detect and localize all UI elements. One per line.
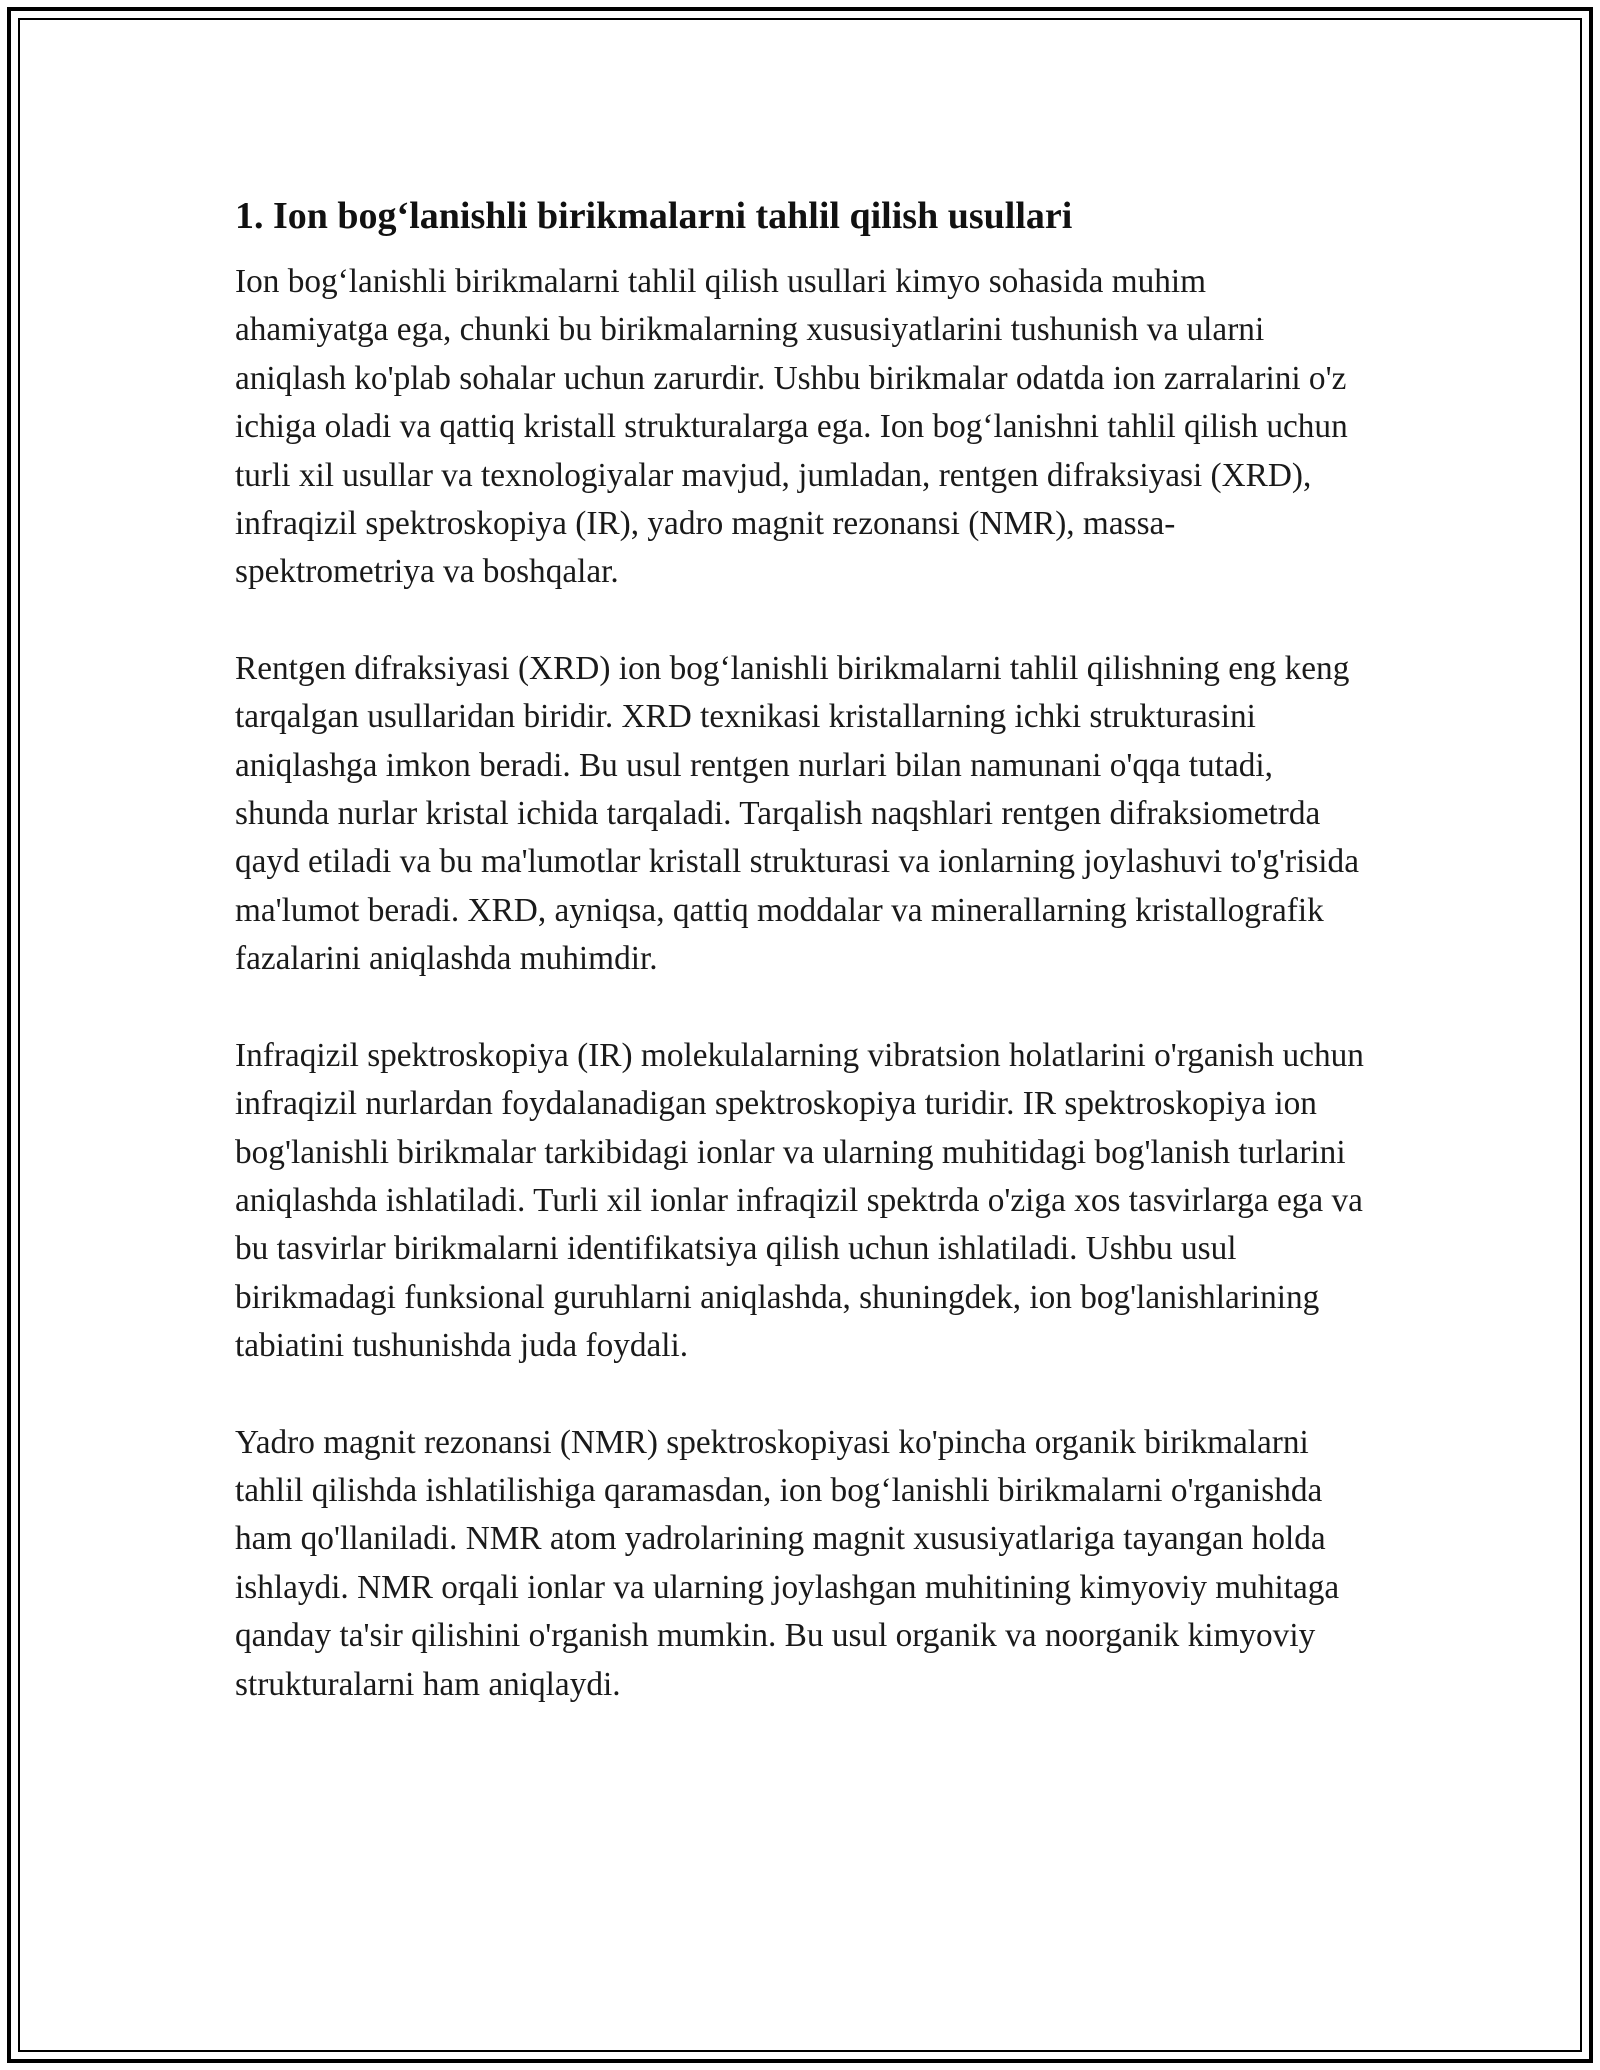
section-heading: 1. Ion bog‘lanishli birikmalarni tahlil qilish usullari	[235, 195, 1073, 237]
paragraph-ir: Infraqizil spektroskopiya (IR) molekulalarning vibratsion holatlarini o'rganish uchun infraqizil nurlardan foydalanadigan spektroskopiya turidir. IR spektroskopiya ion bog'lanishli birikmalar tarkibidagi ionlar va ularning muhitidagi bog'lanish turlarini aniqlashda ishlatiladi. Turli xil ionlar infraqizil spektrda o'ziga xos tasvirlarga ega va bu tasvirlar birikmalarni identifikatsiya qilish uchun ishlatiladi. Ushbu usul birikmadagi funksional guruhlarni aniqlashda, shuningdek, ion bog'lanishlarining tabiatini tushunishda juda foydali.	[235, 1036, 1364, 1365]
paragraph-nmr: Yadro magnit rezonansi (NMR) spektroskopiyasi ko'pincha organik birikmalarni tahlil qilishda ishlatilishiga qaramasdan, ion bog‘lanishli birikmalarni o'rganishda ham qo'llaniladi. NMR atom yadrolarining magnit xususiyatlariga tayangan holda ishlaydi. NMR orqali ionlar va ularning joylashgan muhitining kimyoviy muhitaga qanday ta'sir qilishini o'rganish mumkin. Bu usul organik va noorganik kimyoviy strukturalarni ham aniqlaydi.	[235, 1423, 1340, 1703]
paragraph-intro: Ion bog‘lanishli birikmalarni tahlil qilish usullari kimyo sohasida muhim ahamiyatga ega, chunki bu birikmalarning xususiyatlarini tushunish va ularni aniqlash ko'plab sohalar uchun zarurdir. Ushbu birikmalar odatda ion zarralarini o'z ichiga oladi va qattiq kristall strukturalarga ega. Ion bog‘lanishni tahlil qilish uchun turli xil usullar va texnologiyalar mavjud, jumladan, rentgen difraksiyasi (XRD), infraqizil spektroskopiya (IR), yadro magnit rezonansi (NMR), massa-spektrometriya va boshqalar.	[235, 263, 1348, 591]
paragraph-xrd: Rentgen difraksiyasi (XRD) ion bog‘lanishli birikmalarni tahlil qilishning eng keng tarqalgan usullaridan biridir. XRD texnikasi kristallarning ichki strukturasini aniqlashga imkon beradi. Bu usul rentgen nurlari bilan namunani o'qqa tutadi, shunda nurlar kristal ichida tarqaladi. Tarqalish naqshlari rentgen difraksiometrda qayd etiladi va bu ma'lumotlar kristall strukturasi va ionlarning joylashuvi to'g'risida ma'lumot beradi. XRD, ayniqsa, qattiq moddalar va minerallarning kristallografik fazalarini aniqlashda muhimdir.	[235, 649, 1359, 978]
document-body	[235, 190, 1365, 1709]
